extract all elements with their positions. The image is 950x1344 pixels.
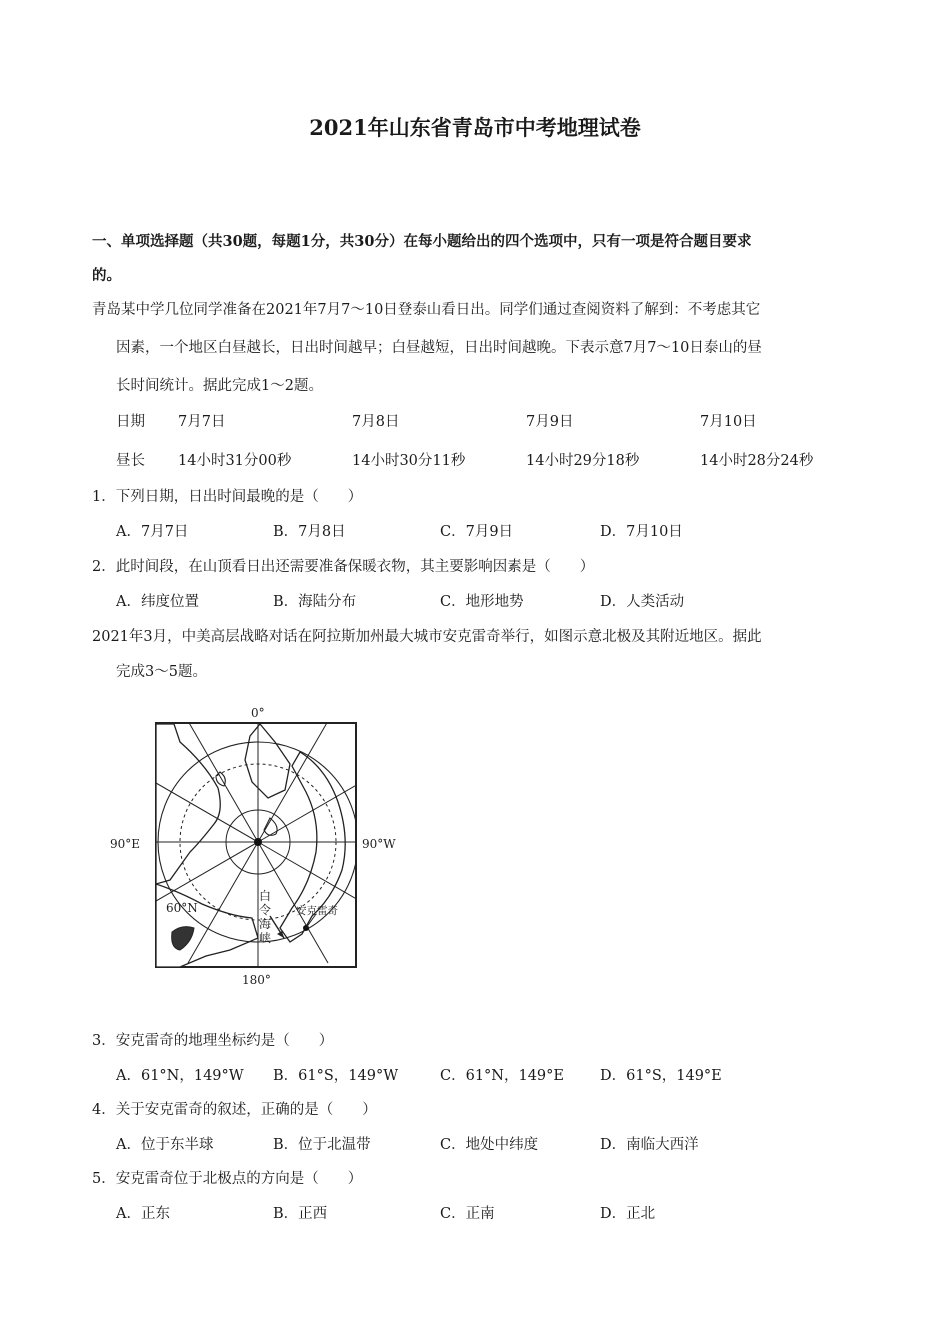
label-90w: 90°W [362, 837, 396, 851]
q4-option-c[interactable]: C．地处中纬度 [440, 1137, 539, 1153]
q4-option-d[interactable]: D．南临大西洋 [600, 1137, 699, 1153]
q1-option-a[interactable]: A．7月7日 [116, 524, 189, 540]
intro-paragraph-1-line-1: 青岛某中学几位同学准备在2021年7月7～10日登泰山看日出。同学们通过查阅资料了解到：不考虑其它 [92, 302, 761, 318]
label-90e: 90°E [110, 837, 141, 851]
label-bering-strait [259, 889, 271, 945]
table-cell: 7月9日 [526, 414, 574, 430]
q3-option-d[interactable]: D．61°S，149°E [600, 1068, 722, 1084]
label-0-degree: 0° [251, 706, 265, 720]
question-3: 3．安克雷奇的地理坐标约是（ ） [92, 1033, 334, 1049]
table-cell: 14小时28分24秒 [700, 453, 814, 469]
q2-option-d[interactable]: D．人类活动 [600, 594, 685, 610]
question-5: 5．安克雷奇位于北极点的方向是（ ） [92, 1171, 363, 1187]
q3-option-a[interactable]: A．61°N，149°W [116, 1068, 244, 1084]
q5-option-c[interactable]: C．正南 [440, 1206, 495, 1222]
north-pole-point [254, 838, 262, 846]
table-row-header: 日期 [116, 414, 145, 430]
question-1: 1．下列日期，日出时间最晚的是（ ） [92, 489, 363, 505]
q2-option-a[interactable]: A．纬度位置 [116, 594, 199, 610]
q3-option-b[interactable]: B．61°S，149°W [273, 1068, 399, 1084]
label-anchorage: 安克雷奇 [296, 905, 338, 917]
q5-option-b[interactable]: B．正西 [273, 1206, 328, 1222]
q5-option-d[interactable]: D．正北 [600, 1206, 656, 1222]
q1-option-b[interactable]: B．7月8日 [273, 524, 346, 540]
table-cell: 7月10日 [700, 414, 757, 430]
q2-option-c[interactable]: C．地形地势 [440, 594, 524, 610]
intro-paragraph-1-line-2: 因素，一个地区白昼越长，日出时间越早；白昼越短，日出时间越晚。下表示意7月7～10日泰山的昼 [116, 340, 762, 356]
q5-option-a[interactable]: A．正东 [116, 1206, 170, 1222]
table-row-header: 昼长 [116, 453, 145, 469]
q2-option-b[interactable]: B．海陆分布 [273, 594, 357, 610]
q4-option-b[interactable]: B．位于北温带 [273, 1137, 371, 1153]
arctic-map-figure [110, 702, 410, 992]
table-cell: 7月8日 [352, 414, 400, 430]
table-cell: 7月7日 [178, 414, 226, 430]
section-heading-cont: 的。 [92, 267, 121, 284]
question-2: 2．此时间段，在山顶看日出还需要准备保暖衣物，其主要影响因素是（ ） [92, 559, 595, 575]
question-4: 4．关于安克雷奇的叙述，正确的是（ ） [92, 1102, 377, 1118]
svg-text:峡: 峡 [259, 931, 272, 945]
intro-paragraph-2-line-2: 完成3～5题。 [116, 664, 207, 680]
svg-text:令: 令 [259, 903, 272, 917]
svg-text:海: 海 [259, 917, 272, 931]
q4-option-a[interactable]: A．位于东半球 [116, 1137, 214, 1153]
svg-text:白: 白 [259, 889, 272, 903]
section-heading: 一、单项选择题（共30题，每题1分，共30分）在每小题给出的四个选项中，只有一项是符合题目要求 [92, 233, 752, 250]
intro-paragraph-2-line-1: 2021年3月，中美高层战略对话在阿拉斯加州最大城市安克雷奇举行，如图示意北极及其附近地区。据此 [92, 629, 762, 645]
page-title: 2021年山东省青岛市中考地理试卷 [309, 115, 641, 140]
label-60n: 60°N [166, 901, 198, 915]
table-cell: 14小时31分00秒 [178, 453, 292, 469]
table-cell: 14小时29分18秒 [526, 453, 640, 469]
label-180-degree: 180° [242, 973, 271, 987]
q3-option-c[interactable]: C．61°N，149°E [440, 1068, 564, 1084]
intro-paragraph-1-line-3: 长时间统计。据此完成1～2题。 [116, 378, 323, 394]
q1-option-d[interactable]: D．7月10日 [600, 524, 683, 540]
table-cell: 14小时30分11秒 [352, 453, 466, 469]
q1-option-c[interactable]: C．7月9日 [440, 524, 514, 540]
